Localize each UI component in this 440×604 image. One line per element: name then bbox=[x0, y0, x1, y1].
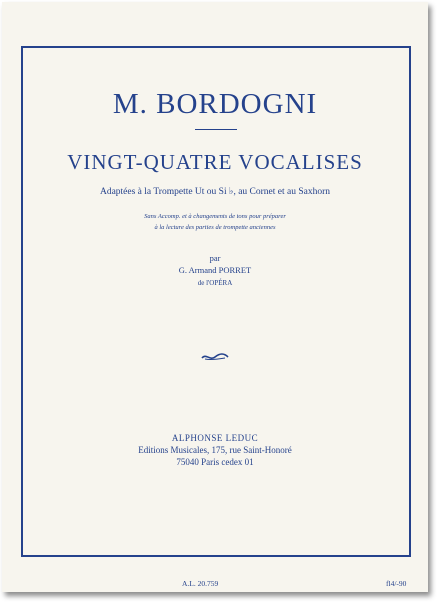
arranger-name: G. Armand PORRET bbox=[178, 265, 252, 275]
instrumentation-subtitle: Adaptées à la Trompette Ut ou Si ♭, au Cornet et au Saxhorn bbox=[99, 187, 331, 197]
cover-border-frame bbox=[21, 46, 411, 557]
work-title: VINGT-QUATRE VOCALISES bbox=[67, 150, 363, 174]
score-cover bbox=[2, 2, 428, 592]
catalog-number: A.L. 20.759 bbox=[182, 579, 219, 588]
price-code: fl4/-90 bbox=[386, 579, 407, 588]
publisher-address-line-1: Editions Musicales, 175, rue Saint-Honoré bbox=[138, 445, 292, 455]
publisher-name: ALPHONSE LEDUC bbox=[171, 433, 259, 443]
flourish-ornament-icon bbox=[201, 352, 229, 362]
composer-name: M. BORDOGNI bbox=[112, 88, 318, 120]
by-label: par bbox=[209, 253, 221, 263]
title-divider bbox=[195, 129, 237, 130]
publisher-address-line-2: 75040 Paris cedex 01 bbox=[176, 457, 254, 467]
edition-note-line-1: Sans Accomp. et à changements de tons pour préparer bbox=[144, 213, 286, 220]
arranger-affiliation: de l'OPÉRA bbox=[197, 279, 233, 287]
edition-note-line-2: à la lecture des parties de trompette anciennes bbox=[154, 224, 276, 231]
